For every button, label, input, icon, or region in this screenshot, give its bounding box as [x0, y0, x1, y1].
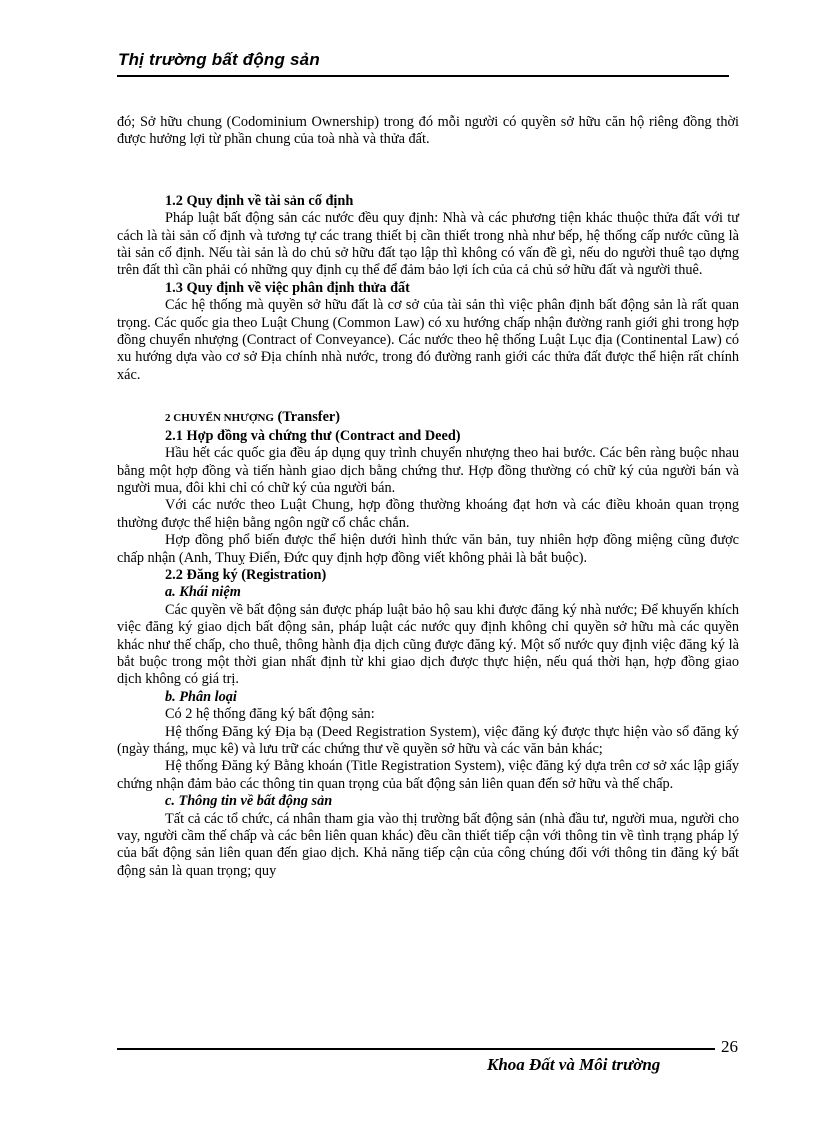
- paragraph: Pháp luật bất động sản các nước đều quy định: Nhà và các phương tiện khác thuộc thửa đất với tư cách là tài sản cố định và tương tự các trang thiết bị cần thiết trong nhà như bếp, hệ thống cấp nước cũng là tài sản cố định. Nếu tài sản là do chủ sở hữu đất tạo lập thì không có vấn đề gì, nếu do người thuê tạo dựng trên đất thì cần phải có những quy định cụ thể để đảm bảo lợi ích của cả chủ sở hữu đất và người thuê.: [117, 210, 739, 279]
- paragraph: Hợp đồng phổ biến được thể hiện dưới hình thức văn bản, tuy nhiên hợp đồng miệng cũng được chấp nhận (Anh, Thuỵ Điển, Đức quy định hợp đồng viết không phải là bắt buộc).: [117, 532, 739, 566]
- document-body: [117, 114, 739, 880]
- paragraph: Các hệ thống mà quyền sở hữu đất là cơ sở của tài sản thì việc phân định bất động sản là rất quan trọng. Các quốc gia theo Luật Chung (Common Law) có xu hướng chấp nhận đường ranh giới ghi trong hợp đồng chuyển nhượng (Contract of Conveyance). Các nước theo hệ thống Luật Lục địa (Continental Law) có xu hướng dựa vào cơ sở Địa chính nhà nước, trong đó đường ranh giới các thửa đất được thể hiện rất chính xác.: [117, 297, 739, 383]
- footer-divider: [117, 1048, 715, 1050]
- section-heading-1-3: 1.3 Quy định về việc phân định thửa đất: [165, 279, 410, 296]
- paragraph: Hệ thống Đăng ký Địa bạ (Deed Registration System), việc đăng ký được thực hiện vào sổ đăng ký (ngày tháng, mục kê) và lưu trữ các chứng thư về quyền sở hữu và các văn bản khác;: [117, 723, 739, 757]
- header-divider: [117, 75, 729, 77]
- paragraph: Hầu hết các quốc gia đều áp dụng quy trình chuyển nhượng theo hai bước. Các bên ràng buộc nhau bằng một hợp đồng và tiến hành giao dịch bằng chứng thư. Hợp đồng thường có chữ ký của người bán và người mua, đôi khi chỉ có chữ ký của người bán.: [117, 445, 739, 496]
- subheading-b: b. Phân loại: [165, 688, 237, 705]
- paragraph: Có 2 hệ thống đăng ký bất động sản:: [165, 706, 375, 723]
- section-heading-2-caps: 2 CHUYỂN NHƯỢNG: [165, 412, 274, 425]
- paragraph: Tất cả các tổ chức, cá nhân tham gia vào thị trường bất động sản (nhà đầu tư, người mua, người cho vay, người cầm thế chấp và các bên liên quan khác) đều cần thiết tiếp cận với thông tin về tình trạng pháp lý của bất động sản liên quan đến giao dịch. Khả năng tiếp cận của công chúng đối với thông tin đăng ký bất động sản là quan trọng; quy: [117, 810, 739, 879]
- header-title: Thị trường bất động sản: [118, 50, 320, 69]
- subheading-c: c. Thông tin về bất động sản: [165, 793, 333, 810]
- section-heading-2-rest: (Transfer): [273, 409, 341, 426]
- subheading-a: a. Khái niệm: [165, 584, 241, 601]
- footer-text: Khoa Đất và Môi trường: [487, 1055, 661, 1074]
- section-heading-2-2: 2.2 Đăng ký (Registration): [165, 566, 327, 583]
- paragraph: Với các nước theo Luật Chung, hợp đồng thường khoáng đạt hơn và các điều khoản quan trọng thường được thể hiện bằng ngôn ngữ cổ chắc chắn.: [117, 497, 739, 531]
- paragraph: Hệ thống Đăng ký Bằng khoán (Title Registration System), việc đăng ký dựa trên cơ sở xác lập giấy chứng nhận đảm bảo các thông tin quan trọng của bất động sản liên quan đến sở hữu và thế chấp.: [117, 758, 739, 792]
- paragraph: đó; Sở hữu chung (Codominium Ownership) trong đó mỗi người có quyền sở hữu căn hộ riêng đồng thời được hưởng lợi từ phần chung của toà nhà và thửa đất.: [117, 114, 739, 148]
- page-number: 26: [721, 1037, 738, 1056]
- section-heading-1-2: 1.2 Quy định về tài sản cố định: [165, 192, 354, 209]
- section-heading-2-1: 2.1 Hợp đồng và chứng thư (Contract and Deed): [165, 427, 461, 444]
- paragraph: Các quyền về bất động sản được pháp luật bảo hộ sau khi được đăng ký nhà nước; Để khuyến khích việc đăng ký giao dịch bất động sản, pháp luật các nước quy định không chỉ quyền sở hữu mà các quyền khác như thế chấp, cho thuê, thông hành địa dịch cũng được đăng ký. Một số nước quy định việc đăng ký là bắt buộc trong một thời gian nhất định từ khi giao dịch được thực hiện, nếu quá thời hạn, hợp đồng giao dịch không có giá trị.: [117, 601, 739, 688]
- section-heading-2: [165, 409, 739, 427]
